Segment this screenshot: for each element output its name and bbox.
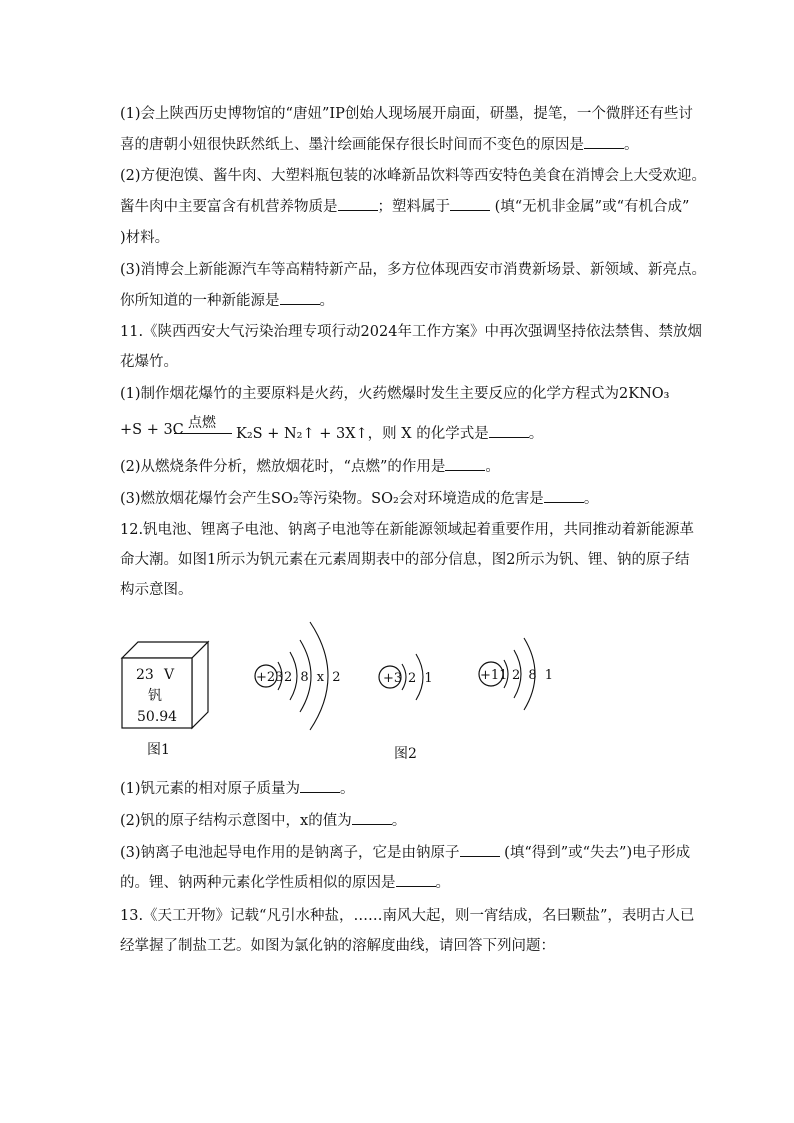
text: 酱牛肉中主要富含有机营养物质是 [120,199,338,215]
figure-region [110,610,570,770]
text: (3)消博会上新能源汽车等高精特新产品，多方位体现西安市消费新场景、新领域、新亮点。 [120,262,707,278]
text: 。 [624,137,639,153]
text: 你所知道的一种新能源是 [120,293,280,309]
text: 。 [583,491,599,507]
text: 花爆竹。 [120,354,178,370]
answer-blank[interactable] [338,196,378,211]
text: (2)方便泡馍、酱牛肉、大塑料瓶包装的冰峰新品饮料等西安特色美食在消博会上大受欢迎。 [120,168,707,184]
text: 。 [485,459,500,475]
q10-part3-line1 [120,260,706,280]
text: 。 [340,781,355,797]
q10-part1-line1 [120,104,693,124]
text: K₂S + N₂↑ + 3X↑，则 X 的化学式是 [236,426,489,442]
text: 命大潮。如图1所示为钒元素在元素周期表中的部分信息，图2所示为钒、锂、钠的原子结 [120,552,690,568]
chemical-equation [120,412,680,448]
text: (3)燃放烟花爆竹会产生SO₂等污染物。SO₂会对环境造成的危害是 [120,491,544,507]
answer-blank[interactable] [445,456,485,471]
text: 11.《陕西西安大气污染治理专项行动2024年工作方案》中再次强调坚持依法禁售、禁放烟 [120,324,702,340]
answer-blank[interactable] [450,196,490,211]
electron-config: 2 8 x 2 [284,670,341,685]
text: 的。锂、钠两种元素化学性质相似的原因是 [120,875,396,891]
nucleus-charge: +3 [383,671,403,686]
text: 。 [319,293,334,309]
q11-part2-line [120,456,500,477]
text: 13.《天工开物》记载“凡引水种盐，……南风大起，则一宵结成，名曰颗盐”，表明古人已 [120,908,695,924]
q10-part1-line2 [120,134,639,155]
answer-blank[interactable] [584,134,624,149]
fig1-label: 图1 [147,742,170,758]
text: 。 [391,813,407,829]
text: (2)钒的原子结构示意图中，x的值为 [120,813,352,829]
q12-part1-line [120,778,355,799]
q13-line1 [120,906,694,926]
equation-reactants: +S + 3C [120,422,184,438]
electron-config: 2 8 1 [512,668,554,683]
text: 构示意图。 [120,582,193,598]
answer-blank[interactable] [544,488,584,503]
q12-part3-line1 [120,842,690,863]
nucleus-charge: +11 [480,668,508,683]
atomic-mass: 50.94 [137,709,178,725]
q12-line3 [120,580,193,600]
reaction-arrow [174,433,232,434]
text: ；塑料属于 [377,199,450,215]
text: 12.钒电池、锂离子电池、钠离子电池等在新能源领域起着重要作用，共同推动着新能源革 [120,522,695,538]
q12-part3-line2 [120,872,450,893]
answer-blank[interactable] [460,842,500,857]
text: (3)钠离子电池起导电作用的是钠离子，它是由钠原子 [120,845,460,861]
atomic-number: 23 [136,667,154,683]
q11-line1 [120,322,702,342]
q10-part2-line1 [120,166,706,186]
answer-blank[interactable] [489,423,529,438]
element-symbol: V [164,667,175,683]
text: 喜的唐朝小妞很快跃然纸上、墨汁绘画能保存很长时间而不变色的原因是 [120,137,584,153]
answer-blank[interactable] [352,810,392,825]
text: (填“得到”或“失去”)电子形成 [499,845,691,861]
q13-line2 [120,936,555,956]
answer-blank[interactable] [300,778,340,793]
text: 。 [528,426,544,442]
atom-sodium [479,638,553,710]
text: 。 [435,875,450,891]
reaction-condition: 点燃 [188,415,216,431]
atom-lithium [379,654,433,700]
q11-part3-line [120,488,598,509]
text: 经掌握了制盐工艺。如图为氯化钠的溶解度曲线，请回答下列问题： [120,938,555,954]
text: )材料。 [120,230,170,246]
figure-svg [110,610,570,770]
element-name: 钒 [148,688,162,704]
text: (2)从燃烧条件分析，燃放烟花时，“点燃”的作用是 [120,459,446,475]
answer-blank[interactable] [396,872,436,887]
text: (1)钒元素的相对原子质量为 [120,781,301,797]
electron-config: 2 1 [408,671,433,686]
q12-part2-line [120,810,406,831]
shell-arc [402,664,406,690]
equation-products [236,422,543,443]
text: (1)会上陕西历史博物馆的“唐妞”IP创始人现场展开扇面，研墨，提笔，一个微胖还有些讨 [120,106,693,122]
q10-part2-line3 [120,228,169,248]
text: (填“无机非金属”或“有机合成” [490,199,690,215]
q11-part1-line1 [120,384,669,404]
cube-side [192,642,208,728]
text: (1)制作烟花爆竹的主要原料是火药，火药燃爆时发生主要反应的化学方程式为2KNO₃ [120,386,670,402]
atom-vanadium [255,622,341,730]
q10-part3-line2 [120,290,334,311]
fig2-label: 图2 [394,746,417,762]
nucleus-charge: +23 [256,670,284,685]
q10-part2-line2 [120,196,689,217]
q11-line2 [120,352,178,372]
answer-blank[interactable] [280,290,320,305]
q12-line1 [120,520,694,540]
element-cube [122,642,208,728]
q12-line2 [120,550,689,570]
